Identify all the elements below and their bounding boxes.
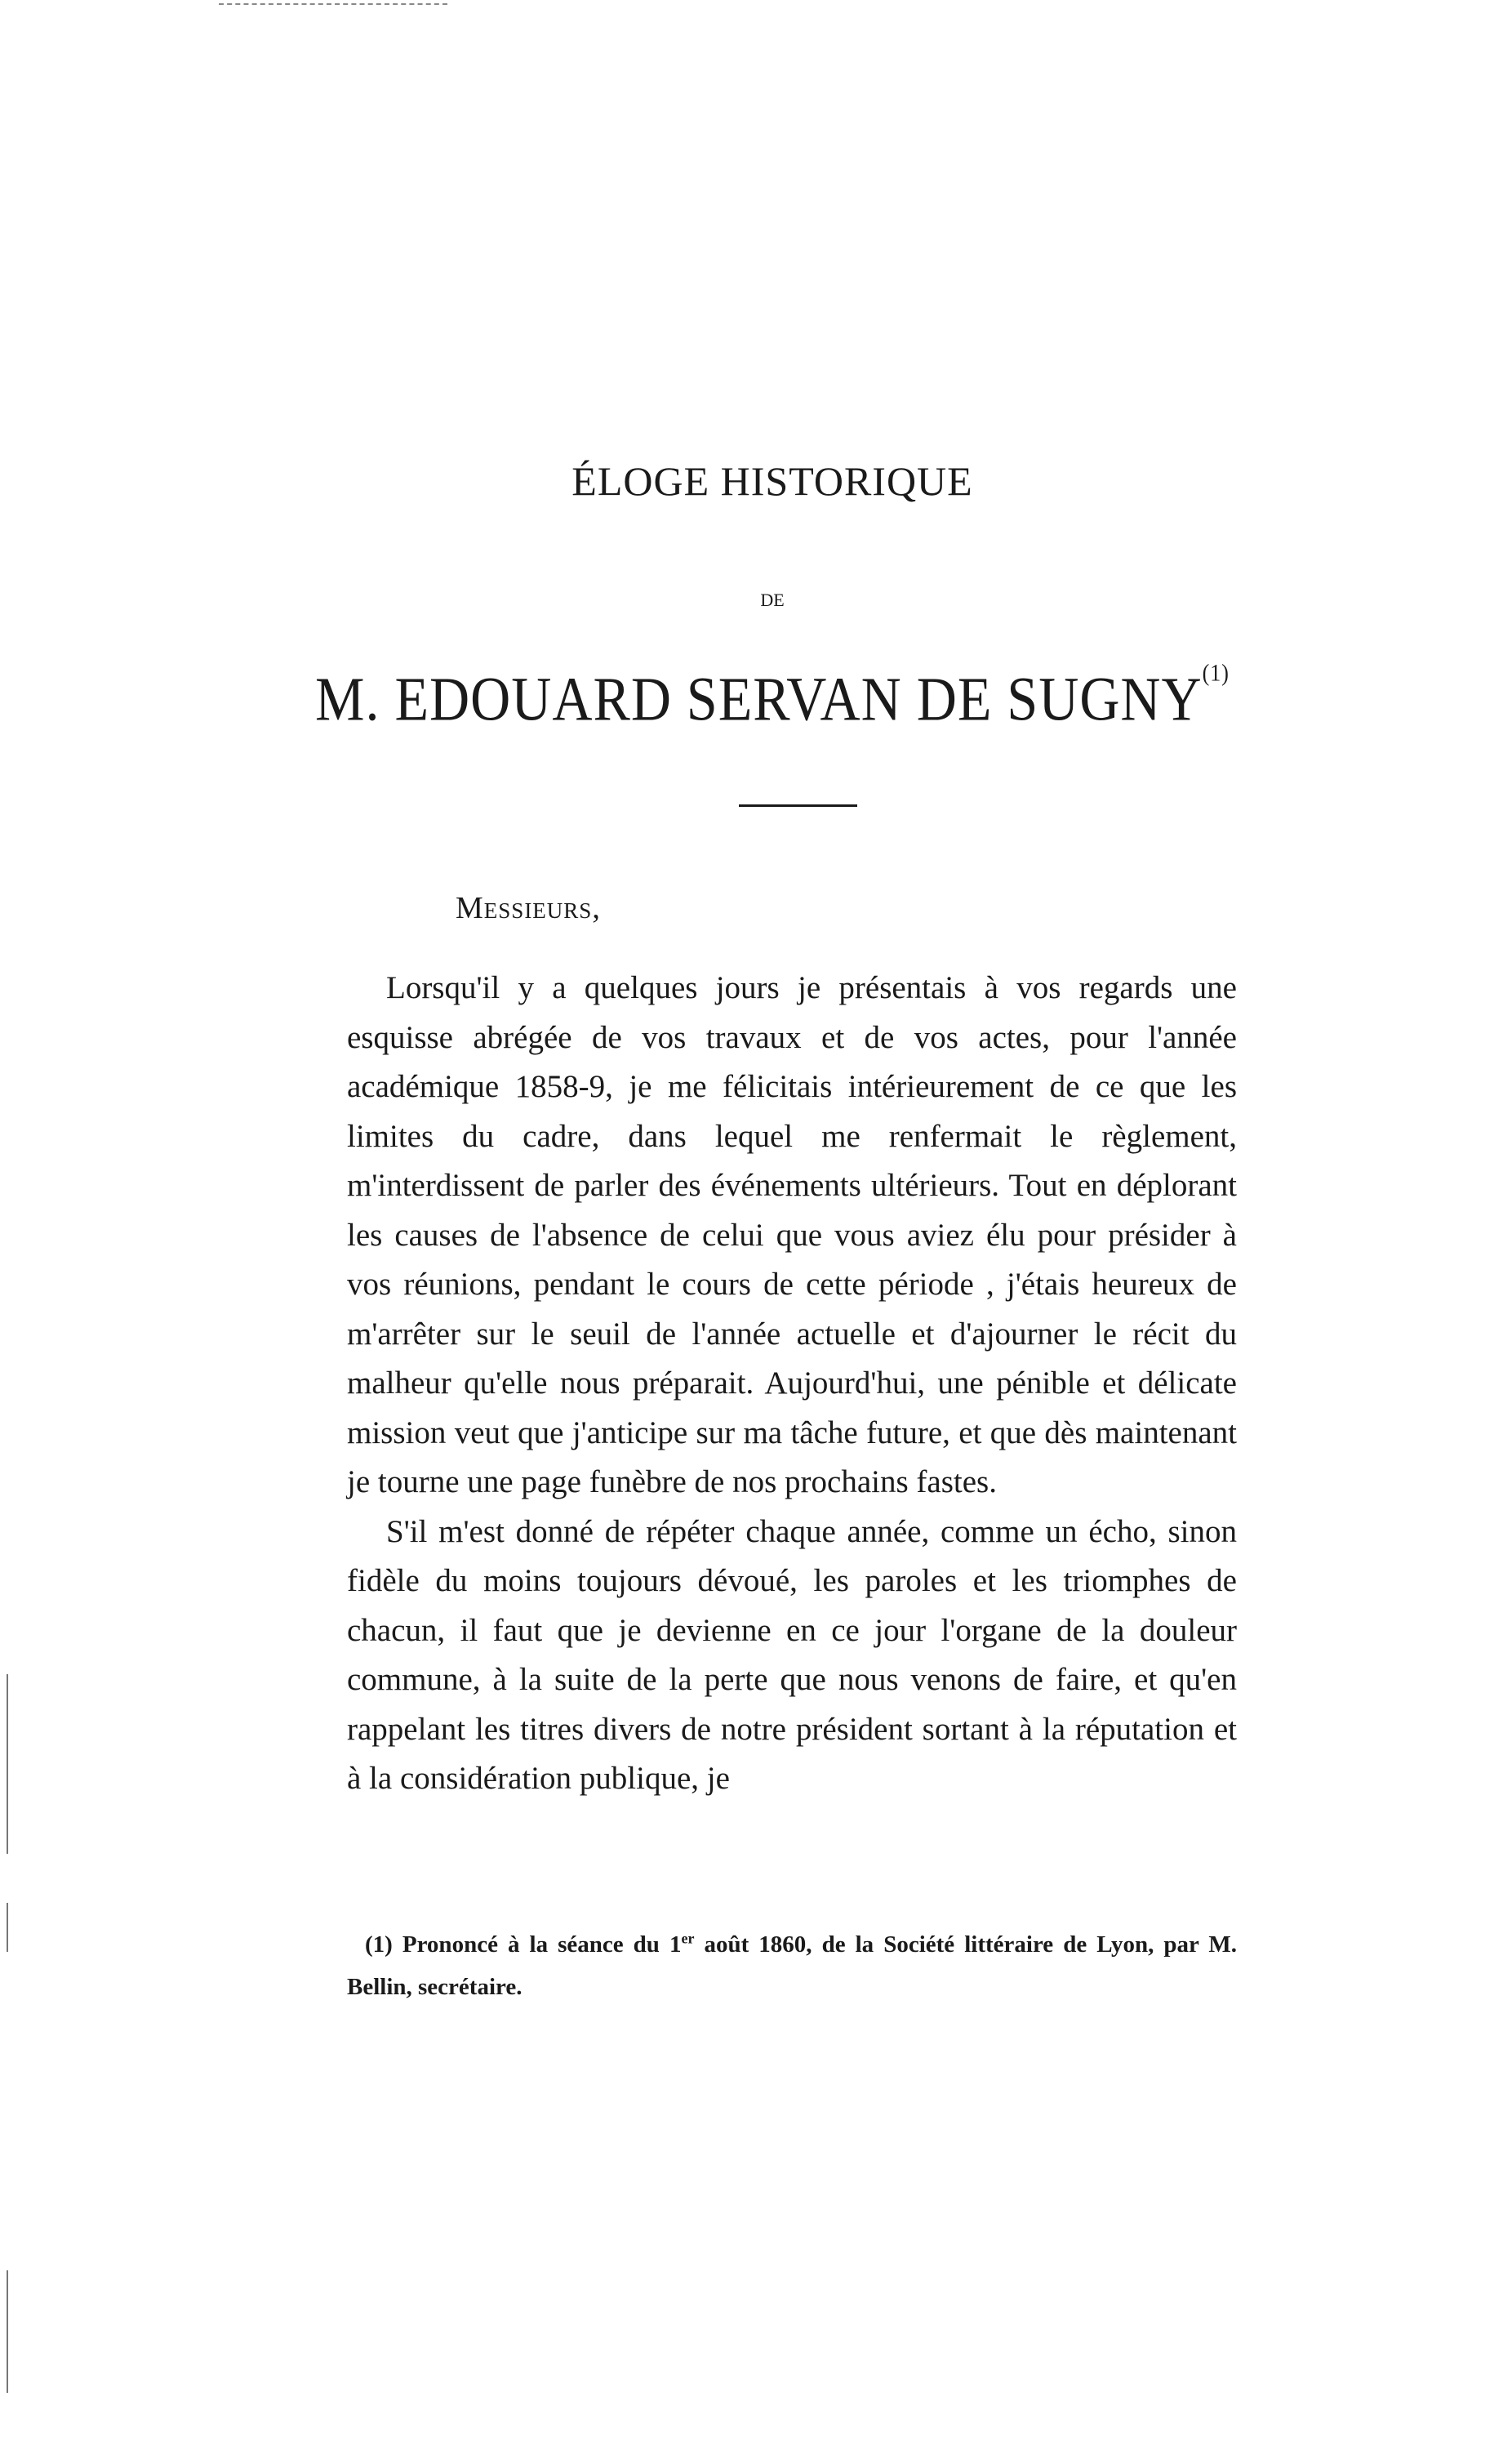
paragraph: Lorsqu'il y a quelques jours je présentais à vos regards une esquisse abrégée de vos travaux et de vos actes, pour l'année académique 1858-9, je me félicitais intérieurement de ce que les limites du cadre, dans lequel me renfermait le règlement, m'interdissent de parler des événements ultérieurs. Tout en déplorant les causes de l'absence de celui que vous aviez élu pour présider à vos réunions, pendant le cours de cette période , j'étais heureux de m'arrêter sur le seuil de l'année actuelle et d'ajourner le récit du malheur qu'elle nous préparait. Aujourd'hui, une pénible et délicate mission veut que j'anticipe sur ma tâche future, et que dès maintenant je tourne une page funèbre de nos prochains fastes. — [347, 970, 1237, 1499]
footnote-text-continued: août 1860, de la Société littéraire de Lyon, par M. Bellin, secrétaire. — [347, 1931, 1238, 2000]
footnote-text: Prononcé à la séance du 1 — [402, 1931, 682, 1958]
footnote-superscript: er — [681, 1930, 695, 1947]
footnote — [347, 1923, 1237, 2008]
paragraph: S'il m'est donné de répéter chaque année, comme un écho, sinon fidèle du moins toujours dévoué, les paroles et les triomphes de chacun, il faut que je devienne en ce jour l'organe de la douleur commune, à la suite de la perte que nous venons de faire, et qu'en rappelant les titres divers de notre président sortant à la réputation et à la considération publique, je — [347, 1513, 1237, 1796]
title-connector: DE — [760, 590, 785, 610]
subject-name — [0, 659, 1512, 735]
body-text — [347, 964, 1237, 1804]
subject-name-text: M. EDOUARD SERVAN DE SUGNY — [315, 664, 1203, 734]
scan-artifact — [7, 1674, 8, 1854]
scan-artifact — [7, 1903, 8, 1952]
footnote-reference: (1) — [1202, 659, 1230, 686]
scan-artifact — [7, 2270, 8, 2393]
page-title: ÉLOGE HISTORIQUE — [571, 458, 973, 504]
title-divider — [739, 804, 857, 807]
scan-artifact — [219, 3, 447, 7]
salutation: Messieurs, — [456, 891, 601, 925]
footnote-marker: (1) — [365, 1931, 393, 1958]
